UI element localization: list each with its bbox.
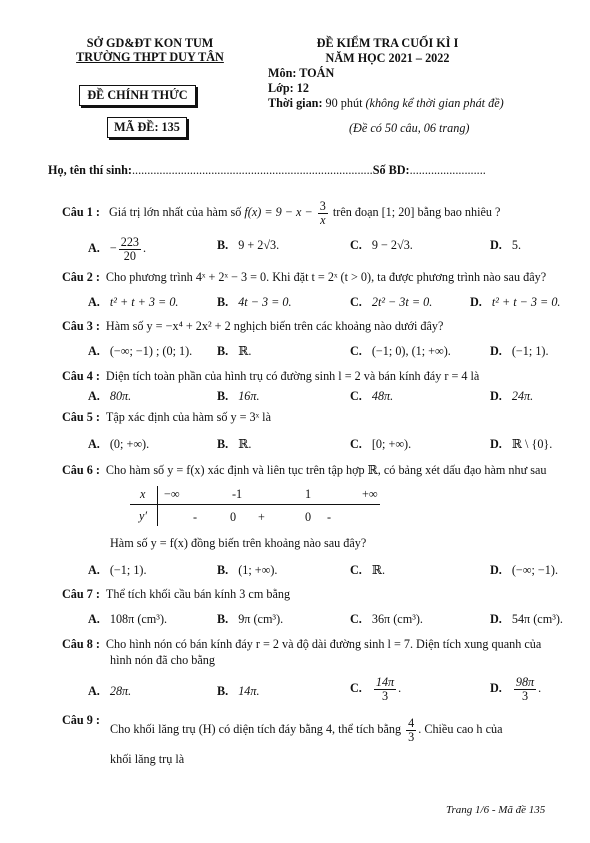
fraction: $\frac{3}{x}$ [319, 199, 326, 227]
q1-option-c[interactable]: C. 9 − 2√3. [350, 238, 413, 252]
official-badge: ĐỀ CHÍNH THỨC [79, 85, 196, 106]
question-text: Cho khối lăng trụ (H) có diện tích đáy bằng 4, thể tích bằng [110, 722, 405, 737]
q1-option-b[interactable]: B. 9 + 2√3. [217, 238, 280, 252]
question-number: Câu 3 : [62, 319, 100, 333]
q2-option-c[interactable]: C. 2t² − 3t = 0. [350, 295, 433, 309]
question-number: Câu 7 : [62, 587, 100, 601]
question-7 [62, 587, 290, 602]
subject-label: Môn: [268, 66, 297, 80]
question-6 [62, 463, 547, 478]
question-5 [62, 410, 271, 425]
time-note: (không kể thời gian phát đề) [365, 96, 504, 110]
q7-option-d[interactable]: D. 54π (cm³). [490, 612, 563, 626]
question-text: Cho hàm số y = f(x) xác định và liên tục trên tập hợp ℝ, có bảng xét dấu đạo hàm như sau [105, 463, 547, 477]
q5-option-b[interactable]: B. ℝ. [217, 437, 252, 451]
sign-table-y-val: - [193, 510, 198, 524]
question-text: Giá trị lớn nhất của hàm số [108, 205, 245, 220]
sign-table-y-val: + [258, 510, 265, 524]
q2-option-d[interactable]: D. t² + t − 3 = 0. [470, 295, 561, 309]
sign-table-y-val: 0 [305, 510, 312, 524]
q3-option-b[interactable]: B. ℝ. [217, 344, 252, 358]
question-number: Câu 6 : [62, 463, 100, 477]
q4-option-b[interactable]: B. 16π. [217, 389, 260, 403]
sign-table-x-label: x [140, 487, 146, 501]
question-number: Câu 2 : [62, 270, 100, 284]
pages-note: (Đề có 50 câu, 06 trang) [349, 121, 470, 135]
q8-option-a[interactable]: A. 28π. [88, 684, 132, 698]
q6-option-c[interactable]: C. ℝ. [350, 563, 386, 577]
sbd-label: Số BD: [372, 163, 410, 177]
sign-table-x-val: -1 [232, 487, 243, 501]
q3-option-d[interactable]: D. (−1; 1). [490, 344, 549, 358]
sign-table-y-label: y′ [139, 509, 148, 523]
q8-option-b[interactable]: B. 14π. [217, 684, 260, 698]
department-name: SỞ GD&ĐT KON TUM [86, 36, 214, 50]
question-text: Thể tích khối cầu bán kính 3 cm bằng [105, 587, 291, 601]
q8-option-c[interactable]: C. $\frac{14\pi}{3}$ . [350, 675, 402, 703]
question-8 [62, 637, 541, 652]
q7-option-a[interactable]: A. 108π (cm³). [88, 612, 168, 626]
sign-table-y-val: 0 [230, 510, 237, 524]
q6-option-a[interactable]: A. (−1; 1). [88, 563, 147, 577]
question-2 [62, 270, 546, 285]
question-text-2: . Chiều cao h của [418, 722, 503, 737]
question-text: Diện tích toàn phần của hình trụ có đường sinh l = 2 và bán kính đáy r = 4 là [105, 369, 480, 383]
question-text-2: trên đoạn [329, 205, 382, 220]
question-6-followup: Hàm số y = f(x) đồng biến trên khoảng nào sau đây? [110, 536, 367, 550]
grade-value: 12 [296, 81, 309, 95]
q3-option-a[interactable]: A. (−∞; −1) ; (0; 1). [88, 344, 193, 358]
student-name-label: Họ, tên thí sinh: [48, 163, 132, 177]
q1-option-a[interactable]: A. − $\frac{223}{20}$ . [88, 235, 147, 263]
subject-value: TOÁN [299, 66, 335, 80]
question-8-cont: hình nón đã cho bằng [110, 653, 215, 667]
q6-option-b[interactable]: B. (1; +∞). [217, 563, 278, 577]
q2-option-a[interactable]: A. t² + t + 3 = 0. [88, 295, 179, 309]
question-number: Câu 5 : [62, 410, 100, 424]
sign-table-x-val: −∞ [164, 487, 180, 501]
sign-table-divider [130, 504, 380, 505]
question-9-number: Câu 9 : [62, 713, 100, 727]
q6-option-d[interactable]: D. (−∞; −1). [490, 563, 558, 577]
question-1 [62, 200, 500, 227]
sign-table-y-val: - [327, 510, 332, 524]
question-number: Câu 4 : [62, 369, 100, 383]
question-text: Tập xác định của hàm số y = 3ˣ là [105, 410, 271, 424]
q8-option-d[interactable]: D. $\frac{98\pi}{3}$ . [490, 675, 542, 703]
q5-option-a[interactable]: A. (0; +∞). [88, 437, 150, 451]
school-year: NĂM HỌC 2021 – 2022 [325, 51, 450, 65]
fraction: $\frac{4}{3}$ [408, 716, 415, 744]
question-9 [110, 717, 502, 744]
exam-title: ĐỀ KIỂM TRA CUỐI KÌ I [316, 36, 459, 50]
question-9-cont: khối lăng trụ là [110, 752, 185, 766]
math-fx: f(x) = 9 − x − [244, 205, 316, 220]
page-footer: Trang 1/6 - Mã đề 135 [446, 804, 546, 816]
question-number: Câu 1 : [62, 205, 100, 220]
q7-option-c[interactable]: C. 36π (cm³). [350, 612, 423, 626]
question-text: Cho hình nón có bán kính đáy r = 2 và độ dài đường sinh l = 7. Diện tích xung quanh của [105, 637, 542, 651]
question-text-3: bằng bao nhiêu ? [414, 205, 501, 220]
q2-option-b[interactable]: B. 4t − 3 = 0. [217, 295, 292, 309]
student-info [48, 163, 486, 178]
time-value: 90 phút [325, 96, 363, 110]
question-number: Câu 8 : [62, 637, 100, 651]
q4-option-a[interactable]: A. 80π. [88, 389, 132, 403]
q4-option-d[interactable]: D. 24π. [490, 389, 534, 403]
student-name-dots: ............................................................................... [131, 163, 373, 177]
sign-table-x-val: +∞ [362, 487, 378, 501]
q5-option-c[interactable]: C. [0; +∞). [350, 437, 412, 451]
q5-option-d[interactable]: D. ℝ \ {0}. [490, 437, 553, 451]
time-line [268, 96, 504, 111]
q7-option-b[interactable]: B. 9π (cm³). [217, 612, 284, 626]
math-interval: [1; 20] [381, 205, 415, 220]
question-text: Hàm số y = −x⁴ + 2x² + 2 nghịch biến trên các khoảng nào dưới đây? [105, 319, 444, 333]
time-label: Thời gian: [268, 96, 323, 110]
school-name: TRƯỜNG THPT DUY TÂN [76, 50, 224, 64]
q4-option-c[interactable]: C. 48π. [350, 389, 394, 403]
question-3 [62, 319, 443, 334]
grade-line [268, 81, 309, 96]
sbd-dots: ......................... [409, 163, 486, 177]
question-text: Cho phương trình 4ˣ + 2ˣ − 3 = 0. Khi đặt t = 2ˣ (t > 0), ta được phương trình nào sau đây? [105, 270, 547, 284]
exam-code-badge: MÃ ĐỀ: 135 [107, 117, 187, 138]
sign-table-x-val: 1 [305, 487, 312, 501]
question-4 [62, 369, 479, 384]
q1-option-d[interactable]: D. 5. [490, 238, 521, 252]
subject-line [268, 66, 334, 81]
q3-option-c[interactable]: C. (−1; 0), (1; +∞). [350, 344, 451, 358]
sign-table-vertical [157, 486, 158, 526]
grade-label: Lớp: [268, 81, 294, 95]
